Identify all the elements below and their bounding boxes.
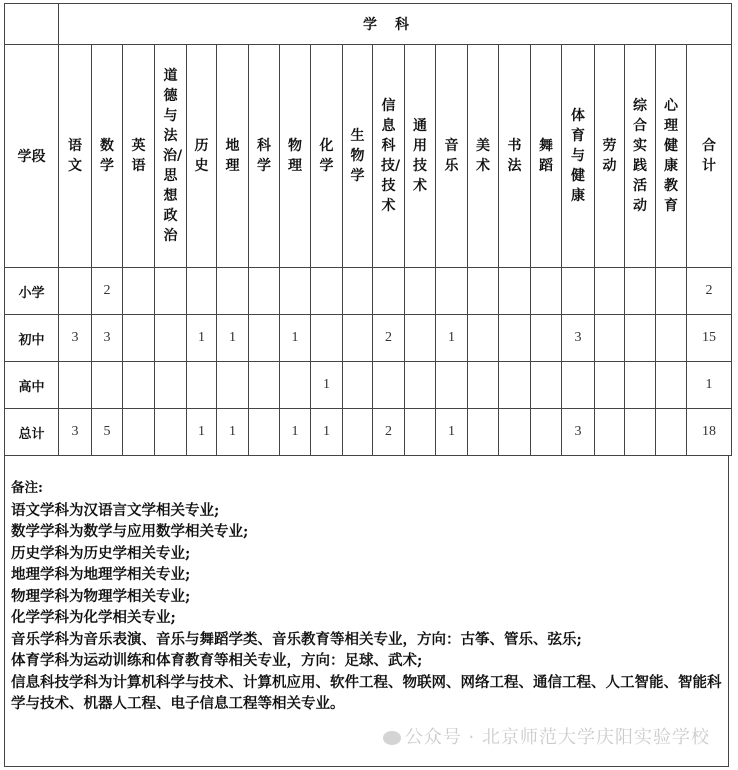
quota-cell bbox=[280, 362, 311, 409]
quota-cell bbox=[123, 315, 155, 362]
quota-cell: 3 bbox=[59, 409, 92, 456]
quota-cell bbox=[595, 268, 625, 315]
column-header-label: 语文 bbox=[68, 138, 82, 174]
quota-cell bbox=[625, 362, 656, 409]
quota-cell bbox=[373, 268, 405, 315]
column-header bbox=[123, 45, 155, 268]
quota-cell bbox=[595, 315, 625, 362]
quota-cell bbox=[562, 268, 595, 315]
table-row bbox=[5, 268, 732, 315]
quota-cell bbox=[155, 268, 187, 315]
quota-cell bbox=[217, 362, 249, 409]
quota-cell bbox=[625, 315, 656, 362]
column-header-label: 舞蹈 bbox=[539, 138, 553, 174]
quota-cell bbox=[468, 409, 499, 456]
column-header bbox=[373, 45, 405, 268]
column-header bbox=[656, 45, 687, 268]
quota-cell bbox=[531, 362, 562, 409]
column-header-label: 化学 bbox=[319, 138, 334, 174]
quota-cell bbox=[249, 362, 280, 409]
stage-cell: 初中 bbox=[5, 315, 59, 362]
quota-cell: 1 bbox=[187, 409, 217, 456]
column-header bbox=[187, 45, 217, 268]
quota-cell: 3 bbox=[562, 409, 595, 456]
quota-cell bbox=[311, 315, 343, 362]
quota-cell bbox=[343, 315, 373, 362]
quota-cell bbox=[311, 268, 343, 315]
quota-cell: 2 bbox=[92, 268, 123, 315]
column-header-label: 综合实践活动 bbox=[633, 98, 647, 214]
stage-cell: 高中 bbox=[5, 362, 59, 409]
quota-cell bbox=[656, 268, 687, 315]
table-row bbox=[5, 315, 732, 362]
column-header bbox=[217, 45, 249, 268]
column-header bbox=[280, 45, 311, 268]
quota-cell bbox=[59, 362, 92, 409]
quota-cell bbox=[531, 268, 562, 315]
quota-cell bbox=[249, 268, 280, 315]
quota-cell: 5 bbox=[92, 409, 123, 456]
notes-section bbox=[4, 456, 729, 767]
quota-cell: 1 bbox=[217, 409, 249, 456]
quota-cell bbox=[656, 362, 687, 409]
column-header bbox=[59, 45, 92, 268]
column-header bbox=[562, 45, 595, 268]
column-header bbox=[531, 45, 562, 268]
quota-cell bbox=[123, 409, 155, 456]
quota-cell: 2 bbox=[373, 409, 405, 456]
quota-cell: 18 bbox=[687, 409, 732, 456]
note-line: 地理学科为地理学相关专业; bbox=[11, 566, 191, 583]
column-header-label: 信息科技/技术 bbox=[381, 98, 401, 214]
column-header-label: 数学 bbox=[100, 138, 114, 174]
note-line: 语文学科为汉语言文学相关专业; bbox=[11, 501, 220, 519]
quota-cell bbox=[531, 409, 562, 456]
quota-cell bbox=[155, 362, 187, 409]
quota-cell: 3 bbox=[562, 315, 595, 362]
quota-cell bbox=[625, 268, 656, 315]
quota-cell bbox=[123, 362, 155, 409]
quota-cell bbox=[249, 315, 280, 362]
quota-cell bbox=[187, 362, 217, 409]
quota-cell bbox=[217, 268, 249, 315]
column-header-label: 心理健康教育 bbox=[664, 98, 678, 214]
column-header bbox=[687, 45, 732, 268]
quota-cell bbox=[155, 409, 187, 456]
column-header bbox=[468, 45, 499, 268]
subject-group-header: 学科 bbox=[59, 4, 732, 45]
quota-cell bbox=[436, 268, 468, 315]
quota-cell bbox=[562, 362, 595, 409]
quota-cell: 1 bbox=[280, 315, 311, 362]
quota-cell: 1 bbox=[436, 409, 468, 456]
quota-cell: 3 bbox=[92, 315, 123, 362]
quota-cell bbox=[405, 362, 436, 409]
subject-quota-table bbox=[4, 3, 732, 456]
note-line: 音乐学科为音乐表演、音乐与舞蹈学类、音乐教育等相关专业，方向：古筝、管乐、弦乐; bbox=[11, 630, 582, 648]
recruitment-table-container bbox=[4, 3, 731, 767]
column-header bbox=[311, 45, 343, 268]
column-header-label: 生物学 bbox=[350, 128, 365, 184]
table-row bbox=[5, 362, 732, 409]
column-header bbox=[92, 45, 123, 268]
quota-cell: 1 bbox=[687, 362, 732, 409]
column-header-label: 历史 bbox=[194, 138, 209, 174]
note-line: 信息科技学科为计算机科学与技术、计算机应用、软件工程、物联网、网络工程、通信工程、人工智能、智能科学与技术、机器人工程、电子信息工程等相关专业。 bbox=[11, 673, 722, 712]
quota-cell bbox=[187, 268, 217, 315]
quota-cell bbox=[343, 409, 373, 456]
quota-cell: 2 bbox=[687, 268, 732, 315]
quota-cell: 3 bbox=[59, 315, 92, 362]
quota-cell bbox=[249, 409, 280, 456]
quota-cell bbox=[468, 362, 499, 409]
column-header-label: 音乐 bbox=[444, 138, 459, 174]
column-header-label: 科学 bbox=[257, 138, 271, 174]
quota-cell bbox=[280, 268, 311, 315]
quota-cell bbox=[499, 409, 531, 456]
column-header bbox=[595, 45, 625, 268]
quota-cell bbox=[92, 362, 123, 409]
watermark bbox=[383, 727, 710, 749]
column-header-label: 美术 bbox=[476, 138, 490, 174]
quota-cell bbox=[499, 315, 531, 362]
wechat-icon bbox=[383, 731, 401, 745]
notes-title: 备注: bbox=[11, 480, 43, 496]
corner-cell bbox=[5, 4, 59, 45]
column-header bbox=[249, 45, 280, 268]
note-line: 历史学科为历史学相关专业; bbox=[11, 544, 191, 562]
column-header-label: 劳动 bbox=[602, 138, 617, 174]
quota-cell bbox=[625, 409, 656, 456]
quota-cell bbox=[405, 268, 436, 315]
quota-cell bbox=[343, 268, 373, 315]
quota-cell bbox=[405, 409, 436, 456]
stage-cell: 总计 bbox=[5, 409, 59, 456]
column-header-label: 物理 bbox=[288, 138, 302, 174]
column-header bbox=[436, 45, 468, 268]
note-line: 数学学科为数学与应用数学相关专业; bbox=[11, 523, 249, 540]
column-header-label: 英语 bbox=[131, 138, 146, 174]
quota-cell bbox=[405, 315, 436, 362]
stage-column-header: 学段 bbox=[5, 45, 59, 268]
column-header bbox=[343, 45, 373, 268]
quota-cell: 1 bbox=[217, 315, 249, 362]
column-header-label: 通用技术 bbox=[413, 118, 427, 194]
note-line: 物理学科为物理学相关专业; bbox=[11, 587, 191, 605]
quota-cell bbox=[595, 362, 625, 409]
quota-cell: 2 bbox=[373, 315, 405, 362]
quota-cell bbox=[373, 362, 405, 409]
quota-cell bbox=[59, 268, 92, 315]
quota-cell: 1 bbox=[187, 315, 217, 362]
column-header-label: 书法 bbox=[507, 138, 522, 174]
quota-cell: 1 bbox=[436, 315, 468, 362]
quota-cell bbox=[155, 315, 187, 362]
quota-cell bbox=[499, 362, 531, 409]
quota-cell bbox=[499, 268, 531, 315]
column-header-label: 地理 bbox=[225, 138, 240, 174]
quota-cell bbox=[343, 362, 373, 409]
note-line: 化学学科为化学相关专业; bbox=[11, 609, 176, 626]
column-header bbox=[625, 45, 656, 268]
quota-cell: 15 bbox=[687, 315, 732, 362]
quota-cell: 1 bbox=[280, 409, 311, 456]
quota-cell bbox=[656, 409, 687, 456]
column-header bbox=[405, 45, 436, 268]
quota-cell bbox=[656, 315, 687, 362]
quota-cell bbox=[531, 315, 562, 362]
quota-cell: 1 bbox=[311, 409, 343, 456]
table-row bbox=[5, 409, 732, 456]
column-header bbox=[155, 45, 187, 268]
column-header-label: 合计 bbox=[702, 138, 717, 174]
watermark-text: 公众号 · 北京师范大学庆阳实验学校 bbox=[404, 726, 710, 748]
note-line: 体育学科为运动训练和体育教育等相关专业，方向：足球、武术; bbox=[11, 652, 423, 669]
quota-cell bbox=[468, 315, 499, 362]
column-header-label: 体育与健康 bbox=[571, 108, 585, 204]
quota-cell: 1 bbox=[311, 362, 343, 409]
quota-cell bbox=[468, 268, 499, 315]
quota-cell bbox=[436, 362, 468, 409]
stage-cell: 小学 bbox=[5, 268, 59, 315]
quota-cell bbox=[595, 409, 625, 456]
quota-cell bbox=[123, 268, 155, 315]
column-header bbox=[499, 45, 531, 268]
column-header-label: 道德与法治/思想政治 bbox=[163, 68, 183, 244]
